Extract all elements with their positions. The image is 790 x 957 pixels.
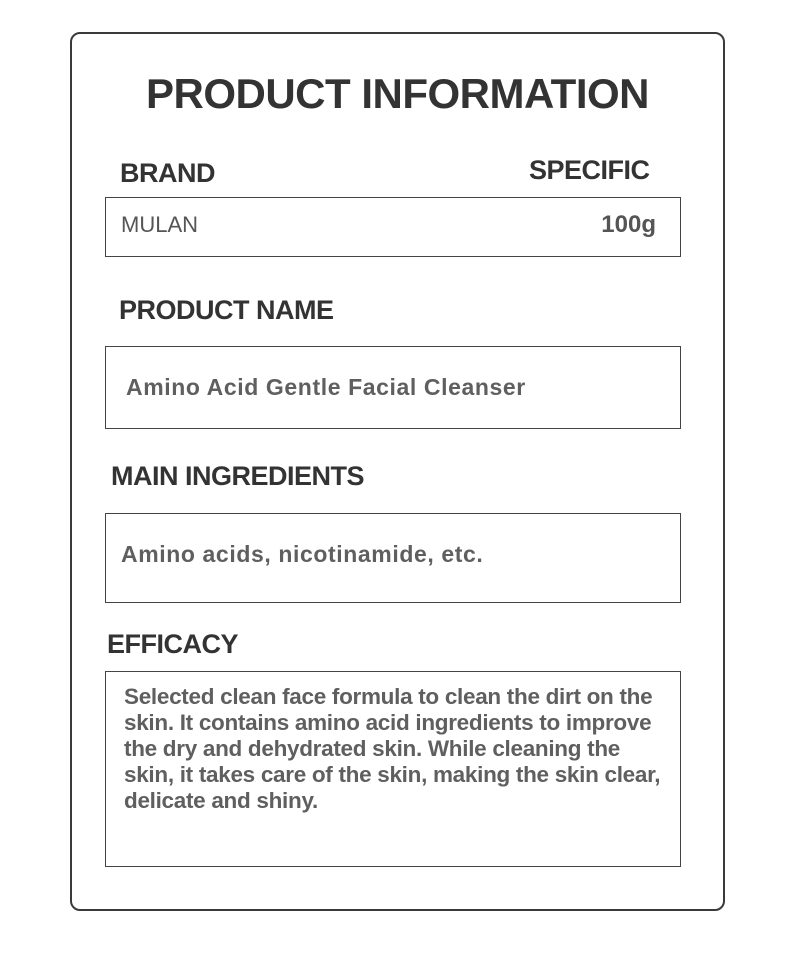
product-name-value: Amino Acid Gentle Facial Cleanser <box>126 374 526 400</box>
main-ingredients-value: Amino acids, nicotinamide, etc. <box>121 541 484 567</box>
main-ingredients-box <box>105 513 681 603</box>
product-name-box <box>105 346 681 429</box>
efficacy-label: EFFICACY <box>107 629 238 659</box>
specific-value: 100g <box>601 211 656 238</box>
product-info-card <box>70 32 725 911</box>
brand-specific-box <box>105 197 681 257</box>
page-title: PRODUCT INFORMATION <box>145 70 649 117</box>
specific-label: SPECIFIC <box>529 155 650 185</box>
brand-label: BRAND <box>120 158 215 188</box>
product-name-label: PRODUCT NAME <box>119 295 334 325</box>
efficacy-box <box>105 671 681 867</box>
brand-value: MULAN <box>121 212 199 237</box>
efficacy-value: Selected clean face formula to clean the dirt on the skin. It contains amino acid ingredients to improve the dry and dehydrated skin. While cleaning the skin, it takes care of the skin, making the skin clear, delicate and shiny. <box>124 684 661 813</box>
main-ingredients-label: MAIN INGREDIENTS <box>111 461 365 491</box>
